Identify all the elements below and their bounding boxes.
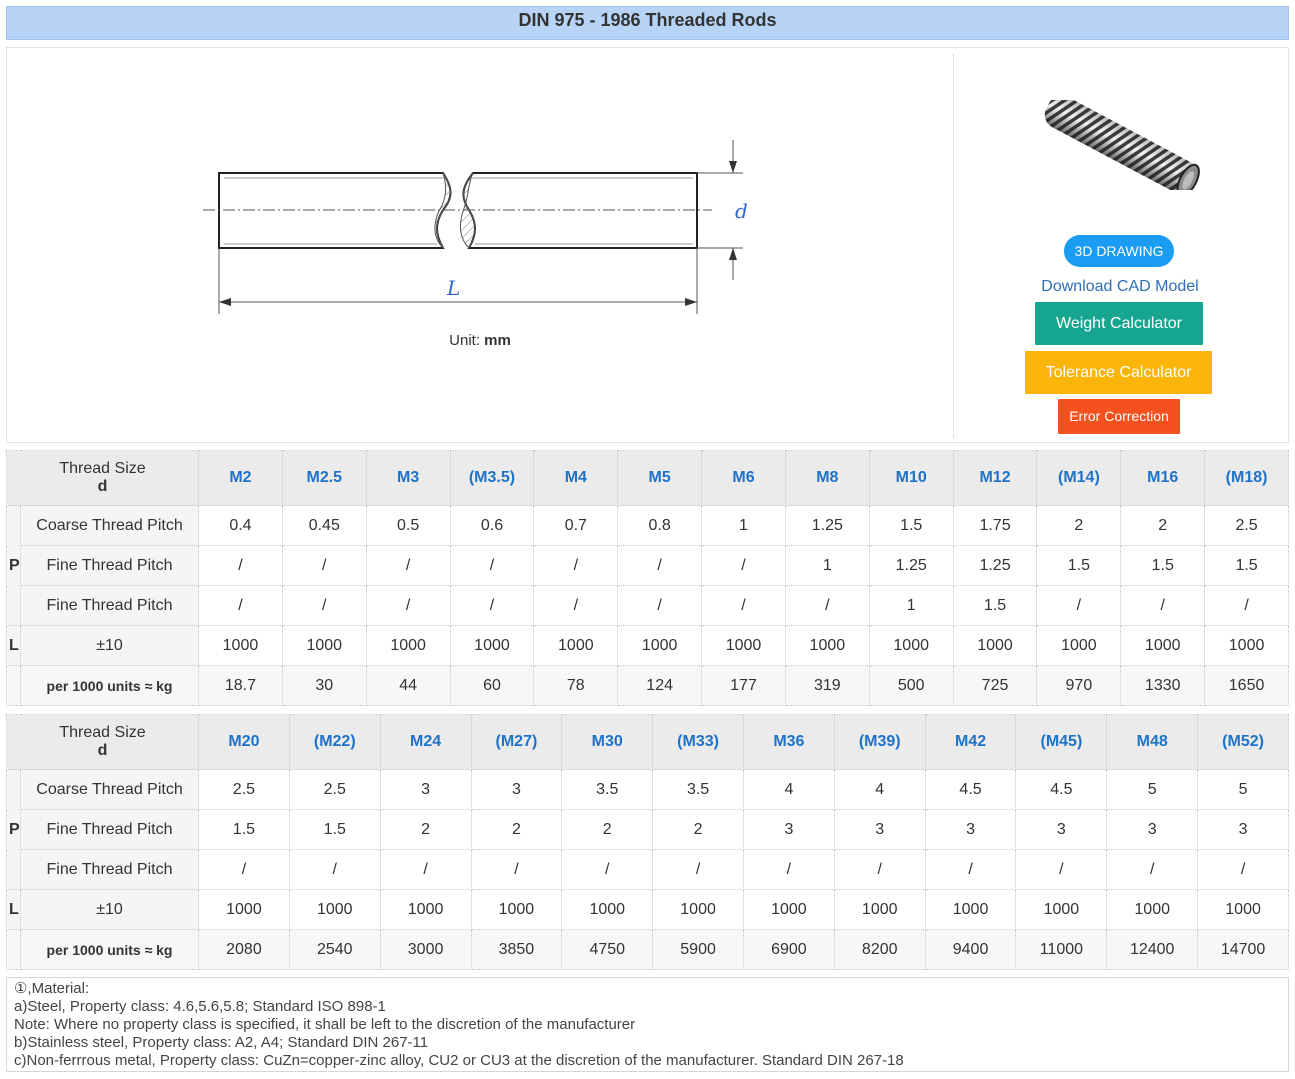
length-tolerance-label: ±10	[21, 626, 199, 666]
size-cell: (M33)	[653, 715, 744, 770]
table-cell: /	[1198, 850, 1289, 890]
thread-size-header	[7, 715, 199, 770]
weight-label: per 1000 units ≈ kg	[21, 930, 199, 970]
table-cell: 4	[834, 770, 925, 810]
table-cell: 124	[618, 666, 702, 706]
fine-pitch-row	[7, 810, 1289, 850]
table-cell: 500	[869, 666, 953, 706]
table-cell: 3	[380, 770, 471, 810]
table-cell: 2.5	[289, 770, 380, 810]
table-cell: 1.5	[869, 506, 953, 546]
size-cell: (M14)	[1037, 451, 1121, 506]
table-cell: 1000	[1121, 626, 1205, 666]
table-cell: 1000	[380, 890, 471, 930]
unit-label: Unit:	[449, 332, 480, 349]
table-cell: /	[925, 850, 1016, 890]
size-cell: M36	[743, 715, 834, 770]
l-symbol: L	[7, 890, 21, 930]
size-cell: M2	[199, 451, 283, 506]
table-cell: /	[450, 546, 534, 586]
drawing-panel	[6, 47, 1289, 443]
table-cell: /	[743, 850, 834, 890]
table-header-row	[7, 715, 1289, 770]
spec-table-1	[6, 450, 1289, 706]
size-cell: M48	[1107, 715, 1198, 770]
length-tolerance-label: ±10	[21, 890, 199, 930]
size-cell: M3	[366, 451, 450, 506]
table-cell: 2540	[289, 930, 380, 970]
note-line: ①,Material:	[14, 980, 90, 997]
coarse-pitch-label: Coarse Thread Pitch	[21, 506, 199, 546]
table-cell: 1000	[869, 626, 953, 666]
table-cell: 2	[1037, 506, 1121, 546]
table-cell: 1000	[534, 626, 618, 666]
unit-line	[7, 332, 953, 349]
table-cell: /	[471, 850, 562, 890]
table-cell: 1000	[282, 626, 366, 666]
table-cell: 1.5	[199, 810, 290, 850]
size-cell: M12	[953, 451, 1037, 506]
table-cell: 1000	[1205, 626, 1289, 666]
page-title: DIN 975 - 1986 Threaded Rods	[6, 6, 1289, 40]
table-cell: /	[1037, 586, 1121, 626]
size-cell: (M22)	[289, 715, 380, 770]
action-sidebar	[954, 48, 1288, 442]
table-cell: 1650	[1205, 666, 1289, 706]
note-line: Note: Where no property class is specified, it shall be left to the discretion of the manufacturer	[14, 1016, 636, 1033]
table-cell: 18.7	[199, 666, 283, 706]
coarse-pitch-row	[7, 770, 1289, 810]
table-cell: 1000	[1037, 626, 1121, 666]
note-line: c)Non-ferrrous metal, Property class: CuZn=copper-zinc alloy, CU2 or CU3 at the discretion of the manufacturer. Standard DIN 267-18	[14, 1052, 904, 1069]
table-cell: 2	[1121, 506, 1205, 546]
table-cell: 8200	[834, 930, 925, 970]
table-cell: 4.5	[1016, 770, 1107, 810]
weight-row-spacer	[7, 666, 21, 706]
size-cell: (M27)	[471, 715, 562, 770]
weight-label: per 1000 units ≈ kg	[21, 666, 199, 706]
length-row	[7, 626, 1289, 666]
tolerance-calculator-button[interactable]: Tolerance Calculator	[1025, 351, 1212, 394]
table-cell: 5	[1107, 770, 1198, 810]
table-cell: 319	[785, 666, 869, 706]
note-line: a)Steel, Property class: 4.6,5.6,5.8; Standard ISO 898-1	[14, 998, 386, 1015]
table-cell: 4.5	[925, 770, 1016, 810]
table-cell: 1000	[366, 626, 450, 666]
table-cell: /	[1016, 850, 1107, 890]
table-cell: /	[380, 850, 471, 890]
size-cell: M4	[534, 451, 618, 506]
table-cell: 1000	[618, 626, 702, 666]
table-cell: 1.75	[953, 506, 1037, 546]
dim-d-label: d	[735, 199, 748, 223]
fine-pitch-row	[7, 546, 1289, 586]
table-cell: /	[366, 586, 450, 626]
size-cell: M30	[562, 715, 653, 770]
table-cell: 3	[471, 770, 562, 810]
table-cell: 11000	[1016, 930, 1107, 970]
table-cell: 3	[925, 810, 1016, 850]
table-cell: 2	[562, 810, 653, 850]
size-cell: M8	[785, 451, 869, 506]
table-cell: 1	[702, 506, 786, 546]
table-cell: 0.4	[199, 506, 283, 546]
table-cell: 0.8	[618, 506, 702, 546]
weight-row	[7, 930, 1289, 970]
size-cell: (M18)	[1205, 451, 1289, 506]
table-cell: 1.5	[953, 586, 1037, 626]
size-cell: M16	[1121, 451, 1205, 506]
table-cell: /	[199, 546, 283, 586]
table-cell: 3	[1107, 810, 1198, 850]
table-cell: 2	[380, 810, 471, 850]
size-cell: (M3.5)	[450, 451, 534, 506]
table-cell: /	[562, 850, 653, 890]
table-cell: 3850	[471, 930, 562, 970]
table-cell: 1000	[471, 890, 562, 930]
l-symbol: L	[7, 626, 21, 666]
fine-pitch-row-2	[7, 586, 1289, 626]
table-cell: /	[1205, 586, 1289, 626]
table-cell: 1000	[199, 626, 283, 666]
table-cell: 4750	[562, 930, 653, 970]
table-cell: 3.5	[562, 770, 653, 810]
coarse-pitch-row	[7, 506, 1289, 546]
size-cell: M2.5	[282, 451, 366, 506]
table-cell: 1000	[199, 890, 290, 930]
table-cell: 1000	[785, 626, 869, 666]
table-cell: 1.5	[1205, 546, 1289, 586]
size-cell: M42	[925, 715, 1016, 770]
table-cell: 1.25	[869, 546, 953, 586]
table-cell: 177	[702, 666, 786, 706]
table-cell: 1000	[743, 890, 834, 930]
table-cell: 1000	[1016, 890, 1107, 930]
thread-size-symbol: d	[97, 478, 108, 495]
table-cell: 1.5	[1121, 546, 1205, 586]
spec-table-2	[6, 714, 1289, 970]
table-cell: 12400	[1107, 930, 1198, 970]
table-cell: 1000	[562, 890, 653, 930]
table-cell: /	[618, 586, 702, 626]
table-cell: 1000	[925, 890, 1016, 930]
table-cell: 1000	[953, 626, 1037, 666]
table-cell: 4	[743, 770, 834, 810]
table-cell: 3	[1016, 810, 1107, 850]
table-cell: 0.45	[282, 506, 366, 546]
size-cell: (M39)	[834, 715, 925, 770]
table-cell: 1000	[702, 626, 786, 666]
table-cell: /	[653, 850, 744, 890]
table-cell: 1	[785, 546, 869, 586]
threaded-rod-3d-icon	[1034, 100, 1209, 190]
size-cell: M5	[618, 451, 702, 506]
table-cell: 1000	[450, 626, 534, 666]
table-cell: /	[834, 850, 925, 890]
table-cell: 1000	[653, 890, 744, 930]
fine-pitch-label: Fine Thread Pitch	[21, 546, 199, 586]
table-cell: 2	[653, 810, 744, 850]
table-cell: 5900	[653, 930, 744, 970]
table-cell: 9400	[925, 930, 1016, 970]
table-cell: 1000	[834, 890, 925, 930]
table-cell: 1330	[1121, 666, 1205, 706]
fine-pitch-row-2	[7, 850, 1289, 890]
fine-pitch-label-2: Fine Thread Pitch	[21, 586, 199, 626]
table-cell: 3.5	[653, 770, 744, 810]
table-cell: 2080	[199, 930, 290, 970]
table-cell: /	[289, 850, 380, 890]
table-cell: 2.5	[1205, 506, 1289, 546]
table-cell: 1	[869, 586, 953, 626]
table-cell: /	[702, 586, 786, 626]
weight-calculator-button[interactable]: Weight Calculator	[1035, 302, 1203, 345]
table-cell: 6900	[743, 930, 834, 970]
table-cell: /	[1107, 850, 1198, 890]
table-cell: /	[534, 546, 618, 586]
size-cell: M24	[380, 715, 471, 770]
p-symbol: P	[7, 770, 21, 890]
note-line: b)Stainless steel, Property class: A2, A4; Standard DIN 267-11	[14, 1034, 429, 1051]
size-cell: M6	[702, 451, 786, 506]
error-correction-button[interactable]: Error Correction	[1058, 399, 1180, 434]
coarse-pitch-label: Coarse Thread Pitch	[21, 770, 199, 810]
rod-dimension-drawing	[7, 48, 953, 348]
table-cell: 1.5	[289, 810, 380, 850]
table-cell: 970	[1037, 666, 1121, 706]
table-cell: 0.7	[534, 506, 618, 546]
thread-size-label: Thread Size	[59, 724, 146, 741]
unit-value: mm	[484, 332, 511, 349]
table-cell: 30	[282, 666, 366, 706]
weight-row-spacer	[7, 930, 21, 970]
table-cell: /	[199, 850, 290, 890]
table-cell: /	[282, 546, 366, 586]
table-cell: 5	[1198, 770, 1289, 810]
size-cell: (M45)	[1016, 715, 1107, 770]
material-notes	[6, 977, 1289, 1072]
table-cell: /	[450, 586, 534, 626]
table-cell: 1.5	[1037, 546, 1121, 586]
size-cell: M10	[869, 451, 953, 506]
table-cell: /	[199, 586, 283, 626]
table-cell: /	[1121, 586, 1205, 626]
table-cell: 1000	[289, 890, 380, 930]
table-cell: 3	[834, 810, 925, 850]
table-cell: /	[702, 546, 786, 586]
technical-drawing	[7, 48, 953, 442]
table-cell: /	[534, 586, 618, 626]
table-cell: 44	[366, 666, 450, 706]
table-cell: 3	[1198, 810, 1289, 850]
table-cell: 3000	[380, 930, 471, 970]
table-cell: /	[282, 586, 366, 626]
table-cell: 60	[450, 666, 534, 706]
table-header-row	[7, 451, 1289, 506]
download-cad-link[interactable]: Download CAD Model	[1041, 278, 1199, 295]
dim-l-label: L	[447, 276, 461, 300]
table-cell: 0.5	[366, 506, 450, 546]
length-row	[7, 890, 1289, 930]
table-cell: 2.5	[199, 770, 290, 810]
p-symbol: P	[7, 506, 21, 626]
table-cell: 1.25	[953, 546, 1037, 586]
size-cell: (M52)	[1198, 715, 1289, 770]
table-cell: 1000	[1198, 890, 1289, 930]
table-cell: /	[366, 546, 450, 586]
table-cell: 14700	[1198, 930, 1289, 970]
size-cell: M20	[199, 715, 290, 770]
table-cell: /	[785, 586, 869, 626]
table-cell: 3	[743, 810, 834, 850]
table-cell: 725	[953, 666, 1037, 706]
thread-size-header	[7, 451, 199, 506]
table-cell: 2	[471, 810, 562, 850]
thread-size-label: Thread Size	[59, 460, 146, 477]
table-cell: /	[618, 546, 702, 586]
table-cell: 1000	[1107, 890, 1198, 930]
weight-row	[7, 666, 1289, 706]
fine-pitch-label-2: Fine Thread Pitch	[21, 850, 199, 890]
table-cell: 0.6	[450, 506, 534, 546]
table-cell: 78	[534, 666, 618, 706]
3d-drawing-button[interactable]: 3D DRAWING	[1064, 235, 1174, 267]
fine-pitch-label: Fine Thread Pitch	[21, 810, 199, 850]
thread-size-symbol: d	[97, 742, 108, 759]
table-cell: 1.25	[785, 506, 869, 546]
